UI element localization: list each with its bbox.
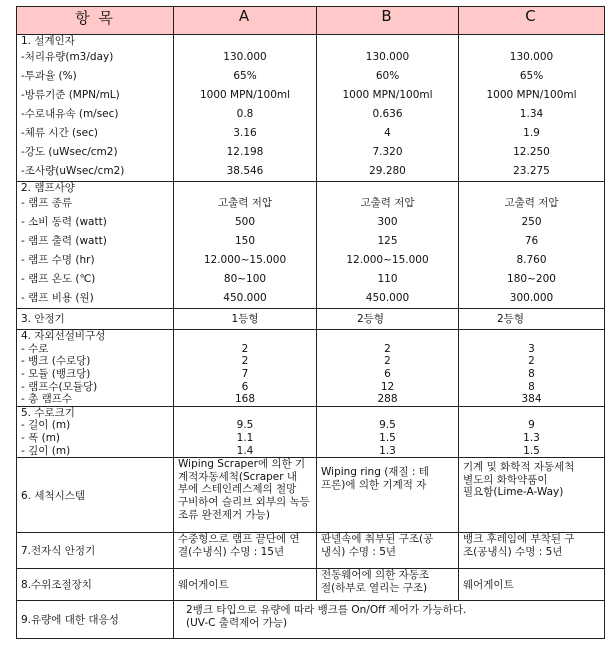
cell-text-line: 판넬속에 취부된 구조(공 (321, 533, 434, 546)
cell-value: 1.3 (523, 431, 540, 444)
cell-value: 150 (234, 235, 256, 248)
cell-text-line: 구비하여 슬리브 외부의 녹등 (178, 495, 310, 508)
section-3-row (17, 309, 605, 330)
cell-value: 130.000 (223, 50, 267, 63)
cell-text-line: 절(하부로 열리는 구조) (321, 581, 428, 594)
section-5-labels (17, 406, 174, 457)
header-col-c: C (459, 7, 605, 35)
section-2-row (17, 181, 605, 309)
cell-value: 180~200 (507, 273, 556, 286)
cell-value: 0.636 (372, 107, 403, 120)
cell-value: 고출력 저압 (360, 197, 415, 210)
cell-text-line: 계적자동세척(Scraper 내 (178, 470, 298, 483)
row-label: - 모듈 (뱅크당) (21, 367, 91, 380)
cell-value: 130.000 (509, 50, 554, 63)
cell-value: 2 (241, 355, 249, 368)
spec-table (16, 6, 605, 639)
cell-value: 고출력 저압 (217, 197, 273, 210)
cell-value: 300 (377, 216, 398, 229)
section-7-title: 7.전자식 안정기 (17, 533, 174, 569)
section-1-row (17, 35, 605, 182)
section-2-col-c (459, 181, 605, 309)
section-9-row (17, 601, 605, 639)
cell-text-line: 별도의 화학약품이 (463, 473, 548, 486)
section-8-row (17, 569, 605, 601)
cell-value: 12.198 (226, 145, 264, 158)
row-label: - 램프 온도 (℃) (21, 273, 96, 286)
cell-value: 130.000 (365, 50, 410, 63)
cell-text-line: 뱅크 후레임에 부착된 구 (463, 533, 575, 546)
cell-value: 168 (234, 393, 256, 406)
section-3-col-b: 2등형 (317, 309, 459, 330)
row-label: -방류기준 (MPN/mL) (21, 88, 120, 101)
cell-value: 80~100 (223, 273, 267, 286)
section-6-col-c (459, 458, 605, 533)
cell-text-line: (UV-C 출력제어 가능) (186, 616, 288, 629)
cell-value: 2 (384, 342, 391, 355)
section-title: 5. 수로크기 (21, 406, 75, 419)
cell-value: 12.000~15.000 (346, 254, 429, 267)
cell-value: 8.760 (516, 254, 547, 267)
cell-value: 65% (233, 69, 257, 82)
cell-value: 300.000 (509, 292, 554, 305)
cell-value: 9.5 (236, 419, 254, 432)
cell-text-line: Wiping Scraper에 의한 기 (178, 458, 306, 471)
cell-text-line: 결(수냉식) 수명 : 15년 (178, 545, 285, 558)
cell-value: 1.5 (523, 444, 540, 457)
section-8-col-b (317, 569, 459, 601)
row-label: - 램프 비용 (원) (21, 292, 94, 305)
cell-value: 2 (241, 342, 249, 355)
section-2-col-b (317, 181, 459, 309)
cell-value: 1.4 (236, 444, 254, 457)
cell-value: 384 (521, 393, 542, 406)
cell-value: 6 (384, 367, 391, 380)
section-2-labels (17, 181, 174, 309)
cell-value: 450.000 (223, 292, 267, 305)
section-title: 1. 설계인자 (21, 35, 75, 47)
row-label: - 수로 (21, 342, 49, 355)
cell-value: 1.5 (379, 431, 396, 444)
row-label: -조사량(uWsec/cm2) (21, 164, 125, 177)
section-5-col-c (459, 406, 605, 457)
cell-text-line: 2뱅크 타입으로 유량에 따라 뱅크를 On/Off 제어가 가능하다. (186, 604, 467, 617)
row-label: -체류 시간 (sec) (21, 126, 98, 139)
cell-value: 76 (524, 235, 539, 248)
cell-value: 38.546 (226, 164, 264, 177)
section-3-col-a: 1등형 (174, 309, 317, 330)
section-6-row (17, 458, 605, 533)
cell-value: 1000 MPN/100ml (199, 88, 291, 101)
cell-text-line: 프론)에 의한 기계적 자 (321, 478, 427, 491)
row-label: - 뱅크 (수로당) (21, 355, 91, 368)
cell-value: 7.320 (372, 145, 403, 158)
section-7-row (17, 533, 605, 569)
section-1-col-a (174, 35, 317, 182)
section-4-row (17, 330, 605, 407)
cell-value: 110 (377, 273, 398, 286)
row-label: -처리유량(m3/day) (21, 50, 114, 63)
cell-value: 7 (241, 367, 249, 380)
row-label: - 총 램프수 (21, 393, 73, 406)
cell-value: 500 (234, 216, 256, 229)
section-title: 4. 자외선설비구성 (21, 330, 106, 343)
cell-text-line: 부에 스테인레스제의 철망 (178, 483, 297, 496)
cell-value: 29.280 (369, 164, 406, 177)
row-label: -강도 (uWsec/cm2) (21, 145, 118, 158)
row-label: - 램프 종류 (21, 197, 73, 210)
cell-text-line: 냉식) 수명 : 5년 (321, 545, 397, 558)
cell-value: 60% (375, 69, 400, 82)
section-8-col-a: 웨어게이트 (174, 569, 317, 601)
row-label: -투과율 (%) (21, 69, 77, 82)
row-label: -수로내유속 (m/sec) (21, 107, 119, 120)
row-label: - 램프수(모듈당) (21, 380, 98, 393)
cell-value: 1000 MPN/100ml (486, 88, 577, 101)
cell-text-line: 전동웨어에 의한 자동조 (321, 569, 430, 582)
cell-value: 3.16 (233, 126, 257, 139)
section-7-col-c (459, 533, 605, 569)
cell-value: 3 (528, 342, 535, 355)
cell-value: 1.9 (523, 126, 540, 139)
cell-value: 65% (519, 69, 544, 82)
header-item: 항 목 (17, 7, 174, 35)
section-5-col-b (317, 406, 459, 457)
section-7-col-b (317, 533, 459, 569)
cell-value: 288 (377, 393, 398, 406)
section-4-col-b (317, 330, 459, 407)
header-row (17, 7, 605, 35)
cell-text-line: 필요함(Lime-A-Way) (463, 486, 564, 499)
cell-value: 12 (380, 380, 395, 393)
cell-value: 1.34 (519, 107, 544, 120)
section-5-col-a (174, 406, 317, 457)
section-4-col-a (174, 330, 317, 407)
section-9-title: 9.유량에 대한 대응성 (17, 601, 174, 639)
cell-value: 9 (528, 419, 535, 432)
section-3-col-c: 2등형 (459, 309, 605, 330)
cell-value: 1.3 (379, 444, 396, 457)
section-3-title: 3. 안정기 (17, 309, 174, 330)
row-label: - 소비 동력 (watt) (21, 216, 107, 229)
section-title: 2. 램프사양 (21, 181, 75, 194)
section-6-title: 6. 세척시스템 (17, 458, 174, 533)
cell-text-line: 기계 및 화학적 자동세척 (463, 461, 575, 474)
section-1-col-b (317, 35, 459, 182)
header-col-b: B (317, 7, 459, 35)
cell-value: 23.275 (513, 164, 550, 177)
row-label: - 길이 (m) (21, 419, 71, 432)
header-col-a: A (174, 7, 317, 35)
section-4-labels (17, 330, 174, 407)
cell-value: 125 (377, 235, 398, 248)
cell-text-line: Wiping ring (재질 : 테 (321, 466, 429, 479)
cell-value: 1.1 (236, 431, 254, 444)
section-6-col-a (174, 458, 317, 533)
cell-value: 6 (241, 380, 249, 393)
section-6-col-b (317, 458, 459, 533)
cell-text-line: 조류 완전제거 가능) (178, 508, 270, 521)
section-1-labels (17, 35, 174, 182)
cell-value: 0.8 (236, 107, 254, 120)
section-1-col-c (459, 35, 605, 182)
section-8-title: 8.수위조절장치 (17, 569, 174, 601)
section-7-col-a (174, 533, 317, 569)
section-8-col-c: 웨어게이트 (459, 569, 605, 601)
cell-value: 1000 MPN/100ml (342, 88, 433, 101)
cell-value: 8 (528, 380, 535, 393)
cell-value: 2 (528, 355, 535, 368)
row-label: - 램프 수명 (hr) (21, 254, 95, 267)
section-2-col-a (174, 181, 317, 309)
cell-value: 12.250 (513, 145, 550, 158)
cell-value: 9.5 (379, 419, 396, 432)
section-9-text (174, 601, 605, 639)
row-label: - 램프 출력 (watt) (21, 235, 107, 248)
cell-text-line: 수중형으로 램프 끝단에 연 (178, 533, 300, 546)
cell-value: 고출력 저압 (504, 197, 559, 210)
cell-value: 450.000 (365, 292, 410, 305)
section-4-col-c (459, 330, 605, 407)
cell-text-line: 조(공냉식) 수명 : 5년 (463, 545, 563, 558)
row-label: - 폭 (m) (21, 431, 61, 444)
cell-value: 250 (521, 216, 542, 229)
cell-value: 12.000~15.000 (203, 254, 287, 267)
section-5-row (17, 406, 605, 457)
cell-value: 8 (528, 367, 535, 380)
row-label: - 깊이 (m) (21, 444, 71, 457)
cell-value: 4 (384, 126, 391, 139)
cell-value: 2 (384, 355, 391, 368)
